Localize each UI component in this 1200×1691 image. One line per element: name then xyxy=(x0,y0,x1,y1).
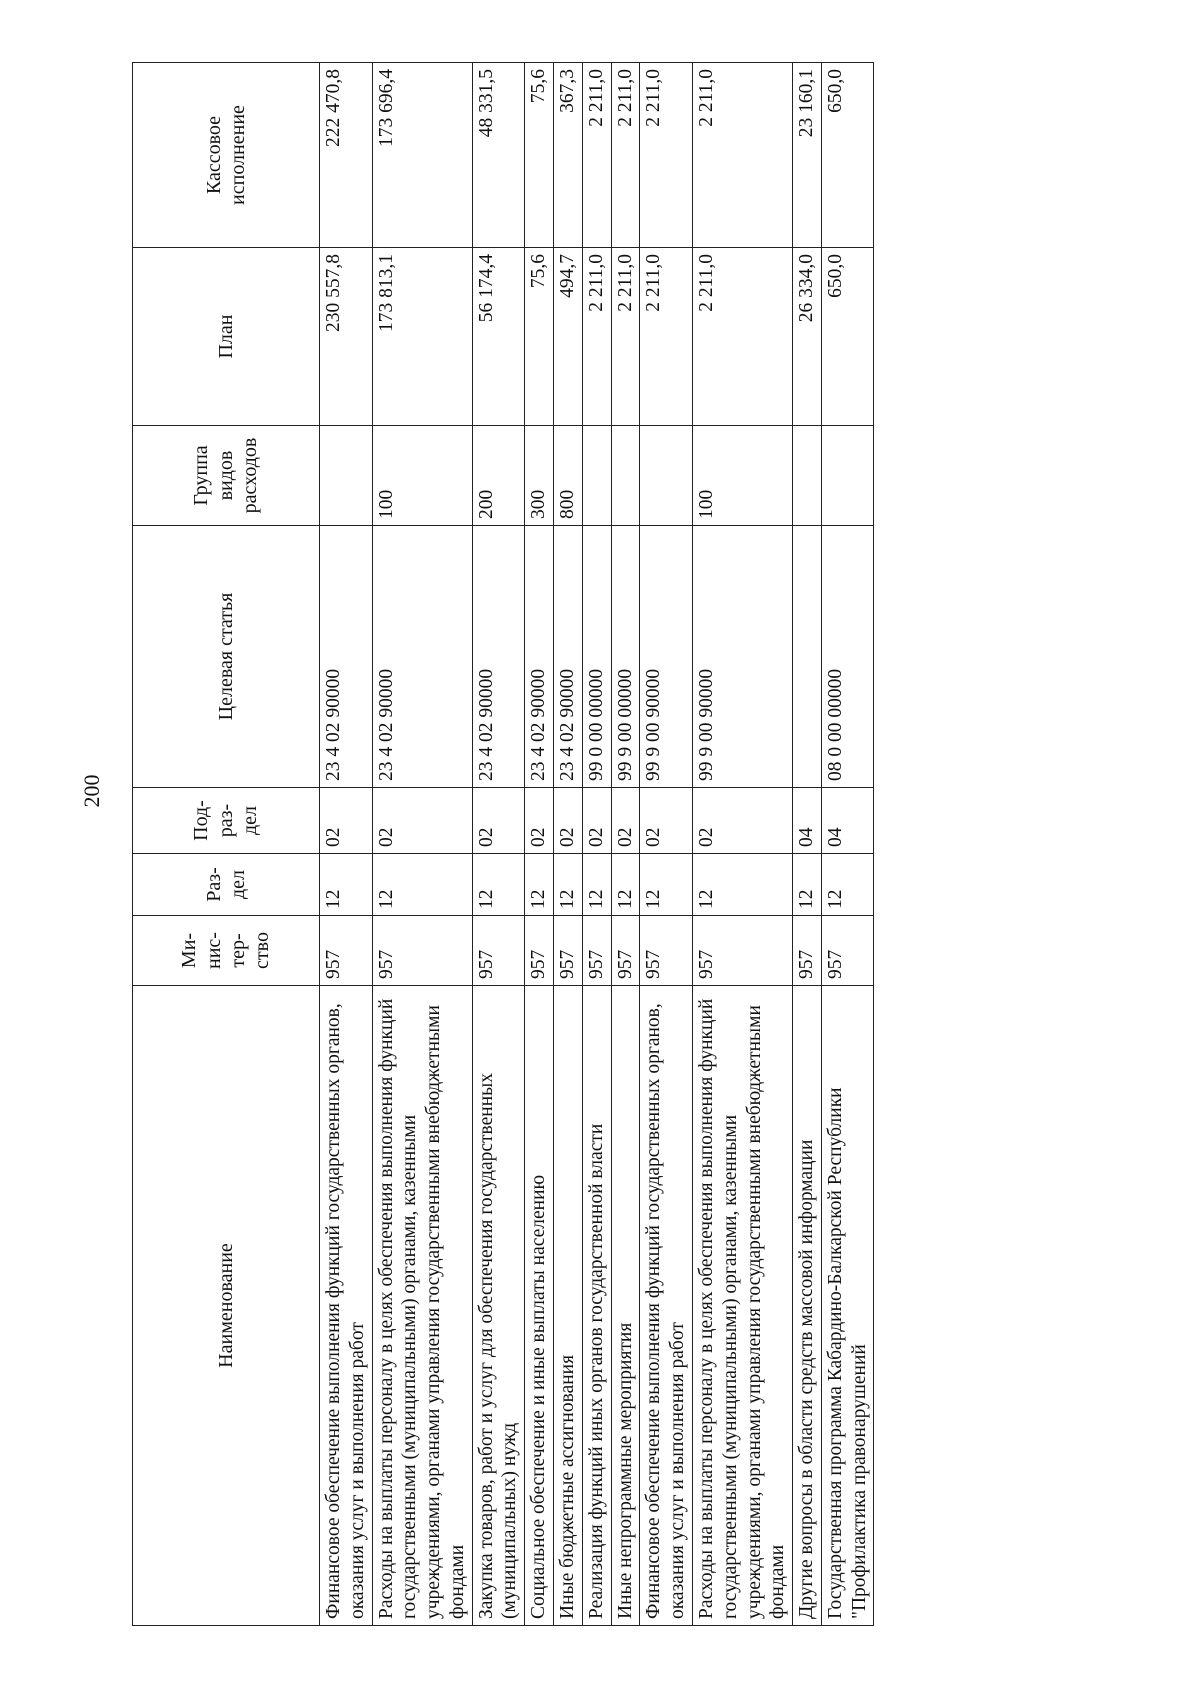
table-row xyxy=(320,63,373,1626)
cell-group xyxy=(793,426,822,526)
cell-target: 23 4 02 90000 xyxy=(472,526,525,788)
cell-name: Государственная программа Кабардино-Балкарской Республики "Профилактика правонарушений xyxy=(821,986,874,1626)
header-execution: Кассовое исполнение xyxy=(133,63,320,248)
cell-name: Финансовое обеспечение выполнения функций государственных органов, оказания услуг и выполнения работ xyxy=(320,986,373,1626)
cell-ministry: 957 xyxy=(472,916,525,986)
cell-target: 99 9 00 90000 xyxy=(640,526,693,788)
cell-name: Иные непрограммные мероприятия xyxy=(611,986,640,1626)
cell-plan: 494,7 xyxy=(554,248,583,426)
header-name: Наименование xyxy=(133,986,320,1626)
cell-target xyxy=(793,526,822,788)
cell-section: 12 xyxy=(611,854,640,916)
cell-plan: 650,0 xyxy=(821,248,874,426)
cell-name: Финансовое обеспечение выполнения функций государственных органов, оказания услуг и выполнения работ xyxy=(640,986,693,1626)
cell-group xyxy=(611,426,640,526)
cell-section: 12 xyxy=(320,854,373,916)
cell-ministry: 957 xyxy=(554,916,583,986)
cell-execution: 650,0 xyxy=(821,63,874,248)
cell-execution: 75,6 xyxy=(525,63,554,248)
cell-section: 12 xyxy=(821,854,874,916)
cell-execution: 2 211,0 xyxy=(640,63,693,248)
cell-target: 08 0 00 00000 xyxy=(821,526,874,788)
cell-section: 12 xyxy=(640,854,693,916)
header-section: Раз-дел xyxy=(133,854,320,916)
cell-group: 300 xyxy=(525,426,554,526)
cell-subsection: 02 xyxy=(640,788,693,854)
cell-target: 23 4 02 90000 xyxy=(372,526,472,788)
table-row xyxy=(692,63,792,1626)
table-header-row xyxy=(133,63,320,1626)
cell-execution: 2 211,0 xyxy=(692,63,792,248)
cell-execution: 2 211,0 xyxy=(611,63,640,248)
cell-group: 200 xyxy=(472,426,525,526)
cell-section: 12 xyxy=(692,854,792,916)
table-row xyxy=(793,63,822,1626)
cell-group xyxy=(821,426,874,526)
cell-name: Другие вопросы в области средств массовой информации xyxy=(793,986,822,1626)
cell-group xyxy=(640,426,693,526)
cell-execution: 222 470,8 xyxy=(320,63,373,248)
cell-group xyxy=(582,426,611,526)
cell-plan: 2 211,0 xyxy=(582,248,611,426)
cell-target: 99 0 00 00000 xyxy=(582,526,611,788)
cell-execution: 173 696,4 xyxy=(372,63,472,248)
cell-subsection: 04 xyxy=(793,788,822,854)
cell-ministry: 957 xyxy=(611,916,640,986)
cell-ministry: 957 xyxy=(320,916,373,986)
cell-group xyxy=(320,426,373,526)
cell-subsection: 02 xyxy=(692,788,792,854)
cell-subsection: 02 xyxy=(320,788,373,854)
cell-subsection: 02 xyxy=(525,788,554,854)
cell-section: 12 xyxy=(793,854,822,916)
header-plan: План xyxy=(133,248,320,426)
cell-section: 12 xyxy=(582,854,611,916)
cell-plan: 75,6 xyxy=(525,248,554,426)
cell-plan: 2 211,0 xyxy=(692,248,792,426)
cell-plan: 2 211,0 xyxy=(611,248,640,426)
cell-name: Иные бюджетные ассигнования xyxy=(554,986,583,1626)
cell-plan: 173 813,1 xyxy=(372,248,472,426)
cell-target: 23 4 02 90000 xyxy=(525,526,554,788)
table-row xyxy=(472,63,525,1626)
cell-ministry: 957 xyxy=(525,916,554,986)
cell-section: 12 xyxy=(554,854,583,916)
table-row xyxy=(525,63,554,1626)
cell-name: Расходы на выплаты персоналу в целях обеспечения выполнения функций государственными (муниципальными) органами, казенными учреждениями, органами управления государственными внебюджетными фондами xyxy=(372,986,472,1626)
cell-execution: 367,3 xyxy=(554,63,583,248)
cell-group: 800 xyxy=(554,426,583,526)
page-number: 200 xyxy=(79,774,104,808)
table-row xyxy=(554,63,583,1626)
cell-name: Расходы на выплаты персоналу в целях обеспечения выполнения функций государственными (муниципальными) органами, казенными учреждениями, органами управления государственными внебюджетными фондами xyxy=(692,986,792,1626)
cell-plan: 56 174,4 xyxy=(472,248,525,426)
cell-plan: 230 557,8 xyxy=(320,248,373,426)
cell-section: 12 xyxy=(472,854,525,916)
expenditure-table xyxy=(132,62,874,1626)
table-body xyxy=(320,63,874,1626)
cell-name: Реализация функций иных органов государственной власти xyxy=(582,986,611,1626)
table-row xyxy=(582,63,611,1626)
cell-target: 99 9 00 00000 xyxy=(611,526,640,788)
header-ministry: Ми-нис-тер-ство xyxy=(133,916,320,986)
cell-subsection: 02 xyxy=(372,788,472,854)
cell-subsection: 02 xyxy=(582,788,611,854)
cell-ministry: 957 xyxy=(372,916,472,986)
cell-ministry: 957 xyxy=(821,916,874,986)
cell-group: 100 xyxy=(372,426,472,526)
cell-execution: 23 160,1 xyxy=(793,63,822,248)
cell-subsection: 02 xyxy=(611,788,640,854)
table-row xyxy=(372,63,472,1626)
header-target: Целевая статья xyxy=(133,526,320,788)
cell-section: 12 xyxy=(525,854,554,916)
cell-execution: 2 211,0 xyxy=(582,63,611,248)
cell-ministry: 957 xyxy=(692,916,792,986)
cell-execution: 48 331,5 xyxy=(472,63,525,248)
cell-plan: 26 334,0 xyxy=(793,248,822,426)
cell-name: Закупка товаров, работ и услуг для обеспечения государственных (муниципальных) нужд xyxy=(472,986,525,1626)
header-subsection: Под-раз-дел xyxy=(133,788,320,854)
rotated-table-wrapper xyxy=(132,63,1084,1626)
cell-target: 23 4 02 90000 xyxy=(554,526,583,788)
header-group: Группа видов расходов xyxy=(133,426,320,526)
table-row xyxy=(640,63,693,1626)
cell-target: 99 9 00 90000 xyxy=(692,526,792,788)
cell-ministry: 957 xyxy=(793,916,822,986)
cell-subsection: 04 xyxy=(821,788,874,854)
cell-group: 100 xyxy=(692,426,792,526)
cell-ministry: 957 xyxy=(582,916,611,986)
cell-subsection: 02 xyxy=(472,788,525,854)
table-row xyxy=(611,63,640,1626)
cell-ministry: 957 xyxy=(640,916,693,986)
cell-section: 12 xyxy=(372,854,472,916)
cell-name: Социальное обеспечение и иные выплаты населению xyxy=(525,986,554,1626)
cell-plan: 2 211,0 xyxy=(640,248,693,426)
cell-subsection: 02 xyxy=(554,788,583,854)
cell-target: 23 4 02 90000 xyxy=(320,526,373,788)
table-row xyxy=(821,63,874,1626)
